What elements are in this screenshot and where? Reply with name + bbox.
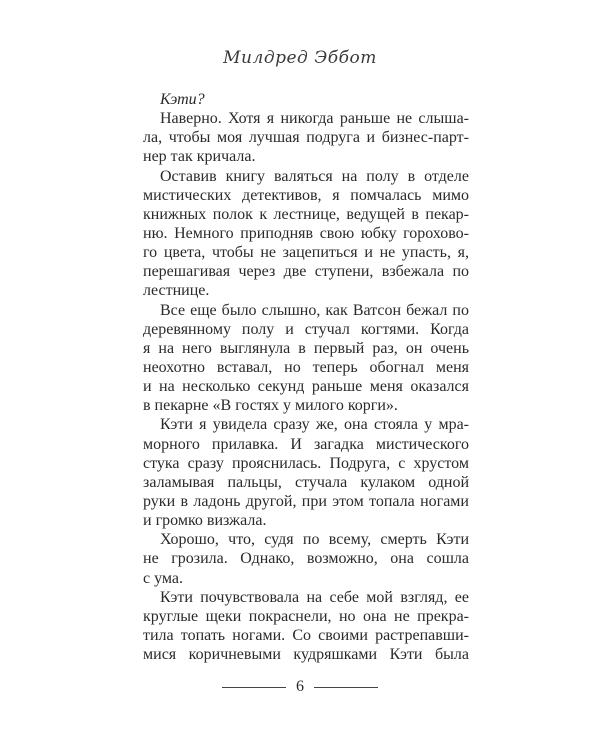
- text-line: и на несколько секунд раньше меня оказался: [143, 378, 469, 396]
- text-line: Кэти почувствовала на себе мой взгляд, ее: [160, 588, 469, 606]
- text-line: книжных полок к лестнице, ведущей в пекар-: [143, 205, 469, 223]
- text-line: нер так кричала.: [143, 148, 256, 166]
- text-line: перешагивая через две ступени, взбежала по: [143, 263, 469, 281]
- footer-rule-left: [222, 687, 286, 688]
- text-line: мистических детективов, я помчалась мимо: [143, 186, 469, 204]
- text-line: го цвета, чтобы не зацепиться и не упасть, я,: [143, 244, 469, 262]
- text-line: морного прилавка. И загадка мистического: [143, 435, 469, 453]
- text-line: деревянному полу и стучал когтями. Когда: [143, 320, 469, 338]
- text-line: лестнице.: [143, 282, 210, 300]
- text-line: тила топать ногами. Со своими растрепавши-: [143, 626, 469, 644]
- text-line: ла, чтобы моя лучшая подруга и бизнес-парт-: [143, 129, 469, 147]
- paragraph: [143, 167, 469, 301]
- footer-rule-right: [314, 687, 378, 688]
- text-line: Все еще было слышно, как Ватсон бежал по: [160, 301, 469, 319]
- running-header-author: Милдред Эббот: [223, 48, 377, 68]
- text-line: ню. Немного приподняв свою юбку горохово-: [143, 224, 469, 242]
- text-line: неохотно вставал, но теперь обогнал меня: [143, 358, 469, 376]
- text-line: и громко визжала.: [143, 512, 267, 530]
- text-line: Хорошо, что, судя по всему, смерть Кэти: [160, 531, 469, 549]
- paragraph: [143, 301, 469, 416]
- text-line: в пекарне «В гостях у милого корги».: [143, 397, 398, 415]
- text-line: круглые щеки покраснели, но она не прекра-: [143, 607, 469, 625]
- text-line: с ума.: [143, 569, 184, 587]
- paragraph: [143, 109, 469, 166]
- paragraph: [143, 530, 469, 587]
- text-line: Кэти?: [160, 91, 205, 108]
- page-footer: [0, 678, 600, 696]
- paragraph: [143, 90, 469, 109]
- body-text: [143, 90, 469, 664]
- text-line: Кэти я увидела сразу же, она стояла у мра-: [160, 416, 469, 434]
- text-line: Наверно. Хотя я никогда раньше не слыша-: [160, 110, 469, 128]
- text-line: не грозила. Однако, возможно, она сошла: [143, 550, 469, 568]
- text-line: я на него выглянула в первый раз, он очень: [143, 339, 469, 357]
- text-line: мися коричневыми кудряшками Кэти была: [143, 646, 469, 664]
- paragraph: [143, 588, 469, 665]
- text-line: руки в ладонь другой, при этом топала ногами: [143, 492, 469, 510]
- page-number: 6: [296, 678, 304, 695]
- text-line: Оставив книгу валяться на полу в отделе: [160, 167, 469, 185]
- paragraph: [143, 415, 469, 530]
- text-line: заламывая пальцы, стучала кулаком одной: [143, 473, 469, 491]
- text-line: стука сразу прояснилась. Подруга, с хрустом: [143, 454, 469, 472]
